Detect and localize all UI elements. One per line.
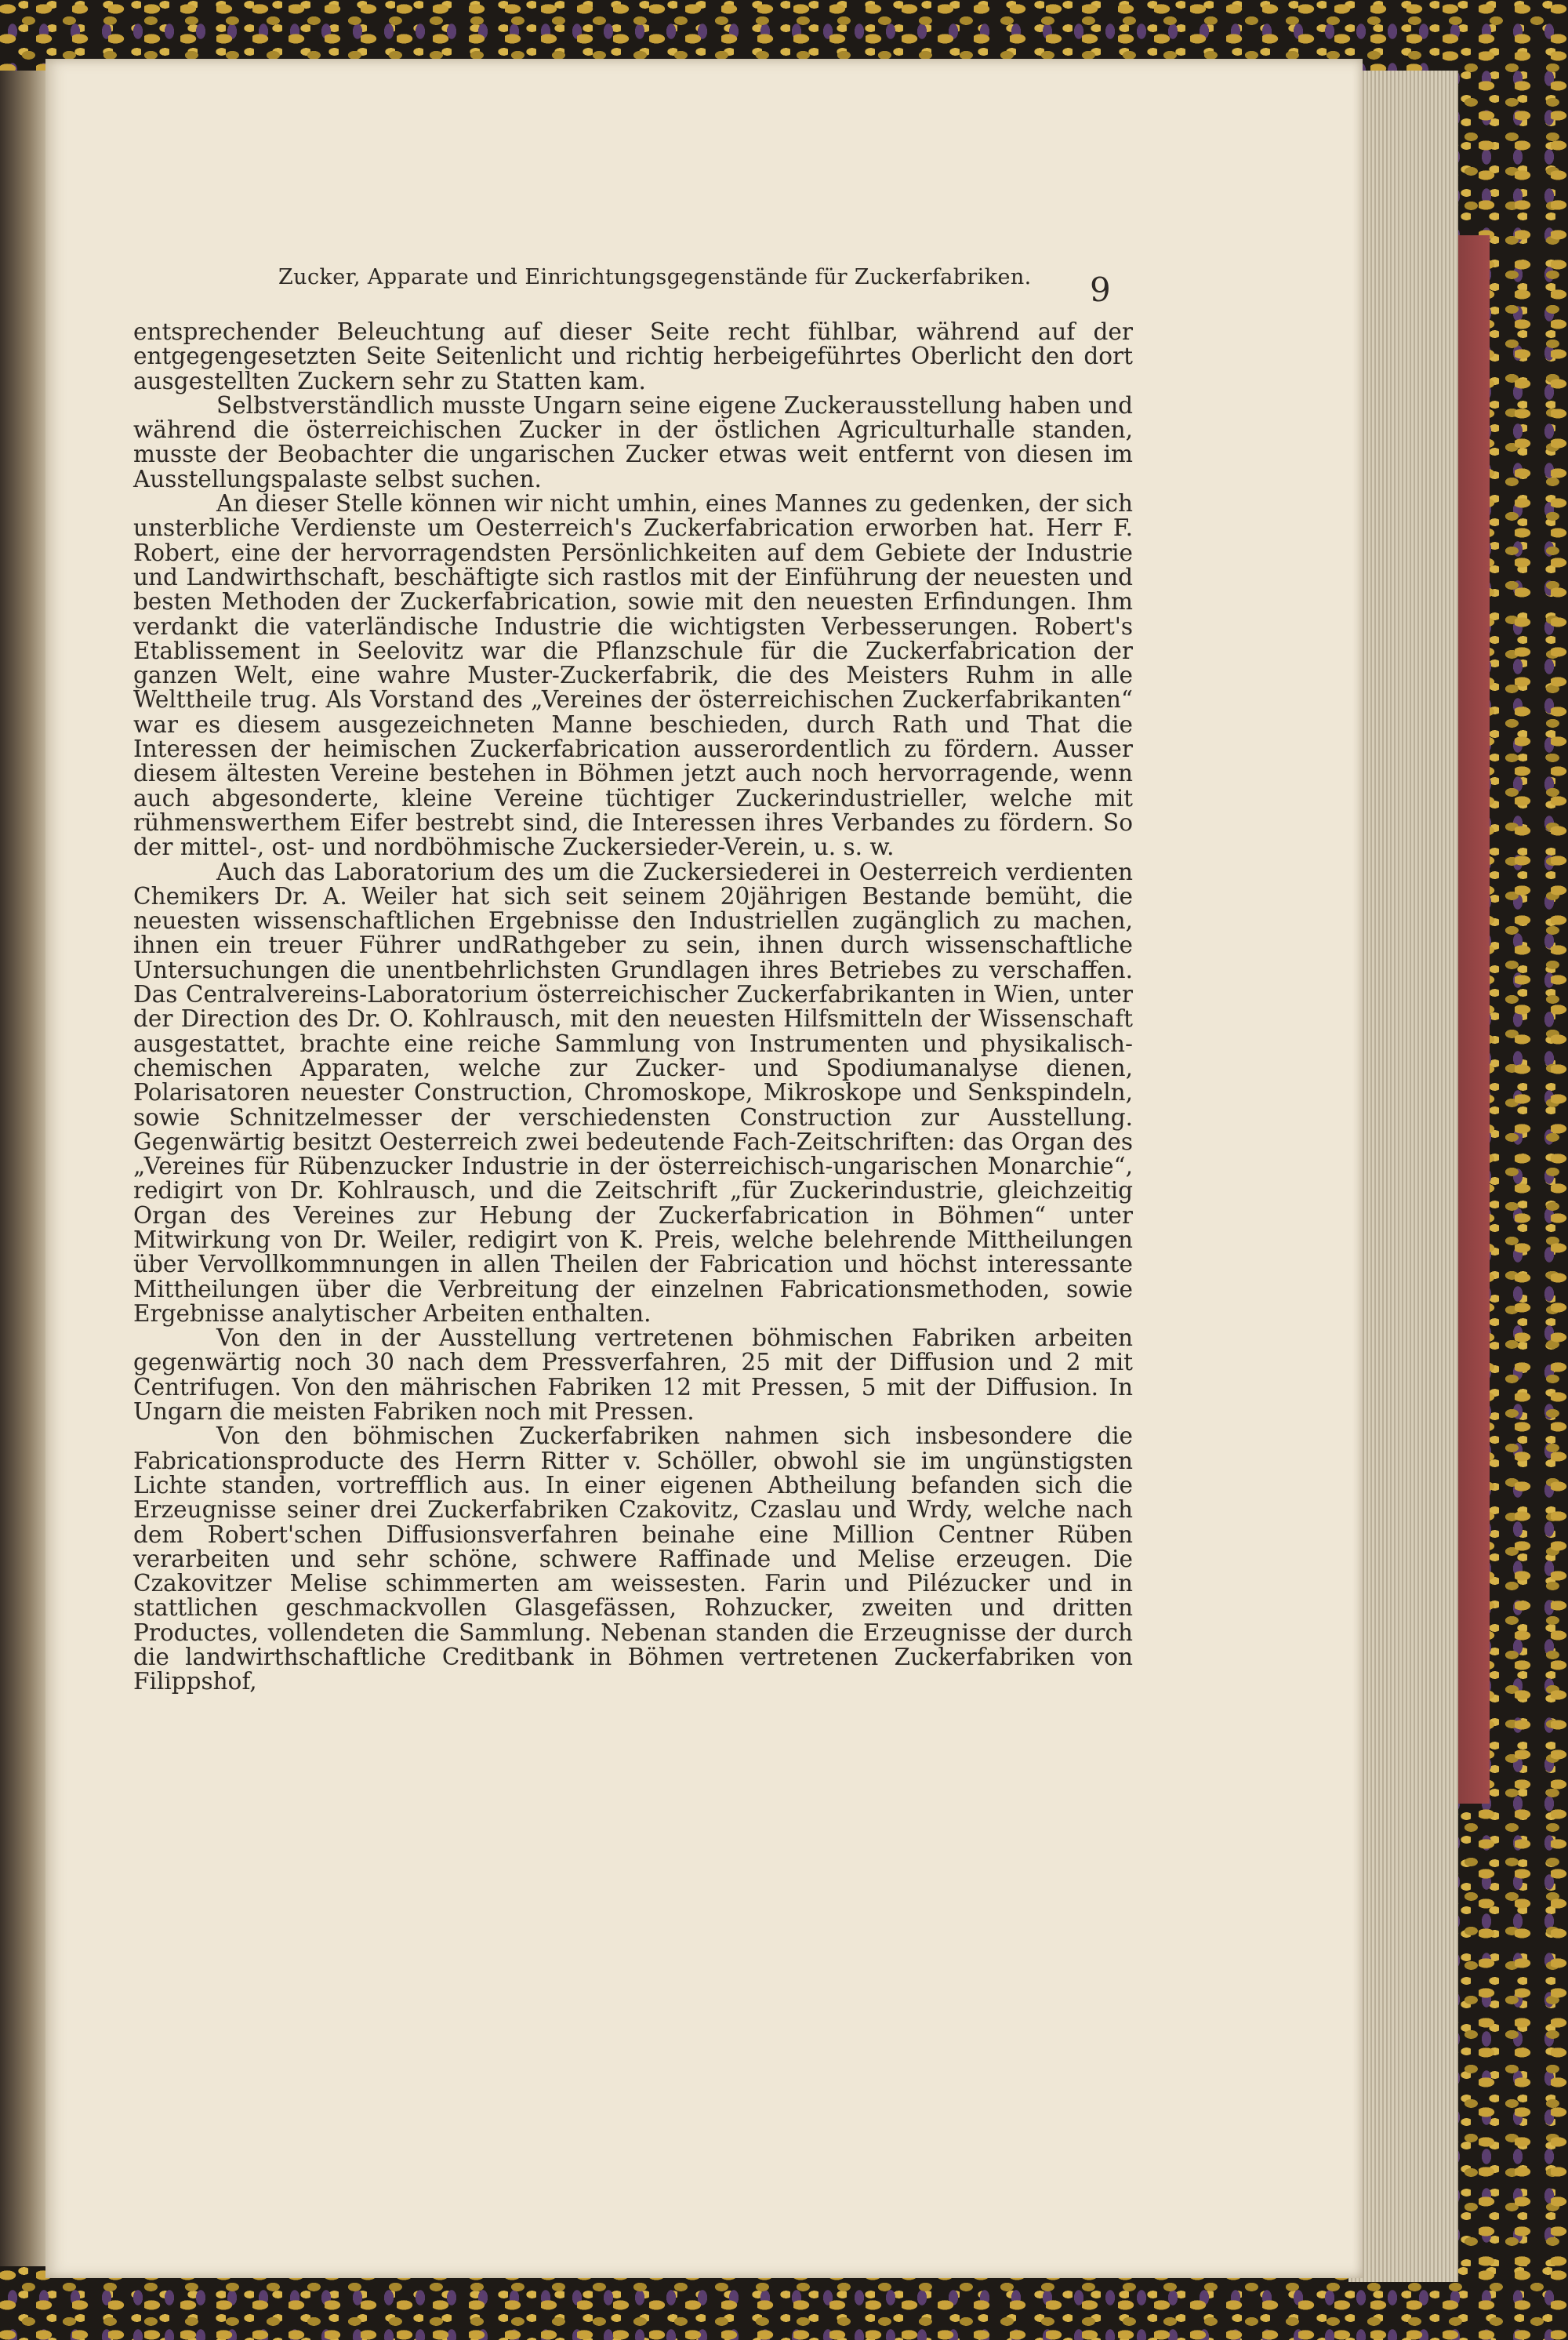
- paragraph-1: entsprechender Beleuchtung auf dieser Seite recht fühlbar, während auf der entgegengesetzten Seite Seitenlicht und richtig herbeigeführtes Oberlicht den dort ausgestellten Zuckern sehr zu Statten kam.: [133, 318, 1133, 394]
- page-number: 9: [1090, 271, 1111, 309]
- paragraph-2: Selbstverständlich musste Ungarn seine eigene Zuckerausstellung haben und während die österreichischen Zucker in der östlichen Agriculturhalle standen, musste der Beobachter die ungarischen Zucker etwas weit entfernt von diesen im Ausstellungspalaste selbst suchen.: [133, 391, 1133, 492]
- running-header: Zucker, Apparate und Einrichtungsgegenstände für Zuckerfabriken.: [278, 265, 1032, 289]
- paragraph-4: Auch das Laboratorium des um die Zuckersiederei in Oesterreich verdienten Chemikers Dr. A. Weiler hat sich seit seinem 20jährigen Bestande bemüht, die neuesten wissenschaftlichen Ergebnisse den Industriellen zugänglich zu machen, ihnen ein treuer Führer undRathgeber zu sein, ihnen durch wissenschaftliche Untersuchungen die unentbehrlichsten Grundlagen ihres Betriebes zu verschaffen. Das Centralvereins-Laboratorium österreichischer Zuckerfabrikanten in Wien, unter der Direction des Dr. O. Kohlrausch, mit den neuesten Hilfsmitteln der Wissenschaft ausgestattet, brachte eine reiche Sammlung von Instrumenten und physikalisch-chemischen Apparaten, welche zur Zucker- und Spodiumanalyse dienen, Polarisatoren neuester Construction, Chromoskope, Mikroskope und Senkspindeln, sowie Schnitzelmesser der verschiedensten Construction zur Ausstellung. Gegenwärtig besitzt Oesterreich zwei bedeutende Fach-Zeitschriften: das Organ des „Vereines für Rübenzucker Industrie in der österreichisch-ungarischen Monarchie“, redigirt von Dr. Kohlrausch, und die Zeitschrift „für Zuckerindustrie, gleichzeitig Organ des Vereines zur Hebung der Zuckerfabrication in Böhmen“ unter Mitwirkung von Dr. Weiler, redigirt von K. Preis, welche belehrende Mittheilungen über Vervollkommnungen in allen Theilen der Fabrication und höchst interessante Mittheilungen über die Verbreitung der einzelnen Fabricationsmethoden, sowie Ergebnisse analytischer Arbeiten enthalten.: [133, 858, 1133, 1327]
- paragraph-5: Von den in der Ausstellung vertretenen böhmischen Fabriken arbeiten gegenwärtig noch 30 nach dem Pressverfahren, 25 mit der Diffusion und 2 mit Centrifugen. Von den mährischen Fabriken 12 mit Pressen, 5 mit der Diffusion. In Ungarn die meisten Fabriken noch mit Pressen.: [133, 1324, 1133, 1426]
- page-stack-edge: [1348, 71, 1458, 2282]
- paragraph-6: Von den böhmischen Zuckerfabriken nahmen sich insbesondere die Fabricationsproducte des Herrn Ritter v. Schöller, obwohl sie im ungünstigsten Lichte standen, vortrefflich aus. In einer eigenen Abtheilung befanden sich die Erzeugnisse seiner drei Zuckerfabriken Czakovitz, Czaslau und Wrdy, welche nach dem Robert'schen Diffusionsverfahren beinahe eine Million Centner Rüben verarbeiten und sehr schöne, schwere Raffinade und Melise erzeugen. Die Czakovitzer Melise schimmerten am weissesten. Farin und Pilézucker und in stattlichen geschmackvollen Glasgefässen, Rohzucker, zweiten und dritten Productes, vollendeten die Sammlung. Nebenan standen die Erzeugnisse der durch die landwirthschaftliche Creditbank in Böhmen vertretenen Zuckerfabriken von Filippshof,: [133, 1423, 1133, 1695]
- page-body: [133, 320, 1133, 1695]
- paragraph-3: An dieser Stelle können wir nicht umhin, eines Mannes zu gedenken, der sich unsterbliche Verdienste um Oesterreich's Zuckerfabrication erworben hat. Herr F. Robert, eine der hervorragendsten Persönlichkeiten auf dem Gebiete der Industrie und Landwirthschaft, beschäftigte sich rastlos mit der Einführung der neuesten und besten Methoden der Zuckerfabrication, sowie mit den neuesten Erfindungen. Ihm verdankt die vaterländische Industrie die wichtigsten Verbesserungen. Robert's Etablissement in Seelovitz war die Pflanzschule für die Zuckerfabrication der ganzen Welt, eine wahre Muster-Zuckerfabrik, die des Meisters Ruhm in alle Welttheile trug. Als Vorstand des „Vereines der österreichischen Zuckerfabrikanten“ war es diesem ausgezeichneten Manne beschieden, durch Rath und That die Interessen der heimischen Zuckerfabrication ausserordentlich zu fördern. Ausser diesem ältesten Vereine bestehen in Böhmen jetzt auch noch hervorragende, wenn auch abgesonderte, kleine Vereine tüchtiger Zuckerindustrieller, welche mit rühmenswerthem Eifer bestrebt sind, die Interessen ihres Verbandes zu fördern. So der mittel-, ost- und nordböhmische Zuckersieder-Verein, u. s. w.: [133, 490, 1133, 861]
- book-spine-edge: [0, 0, 47, 2293]
